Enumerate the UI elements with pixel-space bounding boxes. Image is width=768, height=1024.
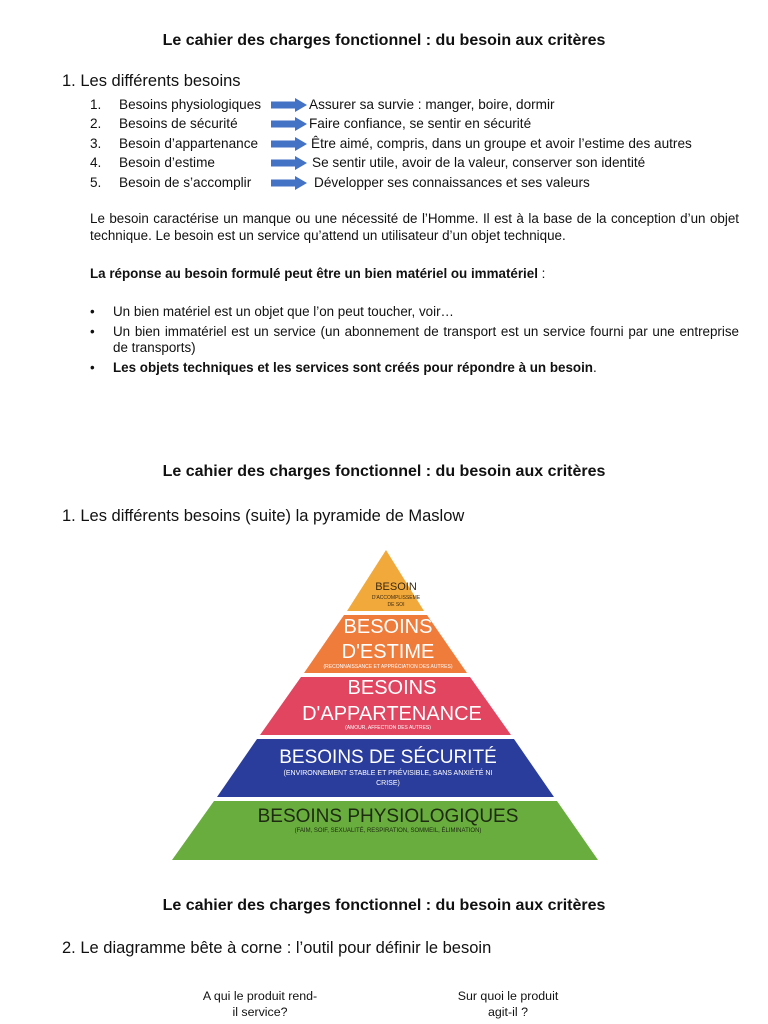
section-title-3: Le cahier des charges fonctionnel : du besoin aux critères xyxy=(162,897,606,914)
right-arrow-icon xyxy=(271,137,307,151)
need-description: Se sentir utile, avoir de la valeur, conserver son identité xyxy=(312,155,646,171)
need-name: Besoin d’appartenance xyxy=(119,135,259,151)
physiologiques-title: BESOINS PHYSIOLOGIQUES xyxy=(257,806,519,827)
besoin-definition-paragraph: Le besoin caractérise un manque ou une nécessité de l’Homme. Il est à la base de la conception d’un objet technique. Le besoin est un service qu’attend un utilisateur d’un objet technique. xyxy=(90,211,739,243)
need-description: Faire confiance, se sentir en sécurité xyxy=(309,116,532,132)
maslow-pyramid xyxy=(166,550,626,862)
right-arrow-icon xyxy=(271,176,307,190)
estime-sub: (RECONNAISSANCE ET APPRÉCIATION DES AUTRES) xyxy=(323,664,453,670)
appartenance-title-2: D'APPARTENANCE xyxy=(302,703,482,725)
need-description: Développer ses connaissances et ses valeurs xyxy=(314,174,590,190)
need-number: 3. xyxy=(90,135,102,151)
need-description: Être aimé, compris, dans un groupe et avoir l’estime des autres xyxy=(311,135,692,151)
question-a-qui-line-1: A qui le produit rend- xyxy=(202,989,318,1003)
response-line xyxy=(90,266,545,281)
physiologiques-sub: (FAIM, SOIF, SEXUALITÉ, RESPIRATION, SOMMEIL, ÉLIMINATION) xyxy=(294,828,482,834)
need-number: 4. xyxy=(90,155,102,171)
bullet-item xyxy=(90,304,739,320)
accomplissement-sub-1: D'ACCOMPLISSEME xyxy=(371,595,421,601)
response-tail: : xyxy=(537,266,546,281)
heading-pyramide-maslow: 1. Les différents besoins (suite) la pyramide de Maslow xyxy=(62,507,465,525)
bullet-text-bold: Les objets techniques et les services sont créés pour répondre à un besoin xyxy=(113,360,593,375)
heading-differents-besoins: 1. Les différents besoins xyxy=(62,72,241,90)
bullet-item xyxy=(90,324,739,356)
right-arrow-icon xyxy=(271,117,307,131)
section-title-2: Le cahier des charges fonctionnel : du besoin aux critères xyxy=(162,463,606,480)
bullet-list xyxy=(90,304,739,380)
securite-title: BESOINS DE SÉCURITÉ xyxy=(279,747,497,768)
need-number: 2. xyxy=(90,116,102,132)
estime-title-1: BESOINS xyxy=(343,616,433,638)
bullet-text: Un bien immatériel est un service (un abonnement de transport est un service fourni par une entreprise de transports) xyxy=(113,324,739,355)
need-number: 1. xyxy=(90,97,102,112)
right-arrow-icon xyxy=(271,156,307,170)
section-title-1: Le cahier des charges fonctionnel : du besoin aux critères xyxy=(162,32,606,49)
heading-bete-a-corne: 2. Le diagramme bête à corne : l’outil pour définir le besoin xyxy=(62,939,492,957)
question-sur-quoi xyxy=(438,988,578,1020)
question-a-qui xyxy=(190,988,330,1020)
need-number: 5. xyxy=(90,174,102,190)
response-bold-text: La réponse au besoin formulé peut être un bien matériel ou immatériel xyxy=(90,266,538,281)
securite-sub-1: (ENVIRONNEMENT STABLE ET PRÉVISIBLE, SANS ANXIÉTÉ NI xyxy=(283,770,493,777)
accomplissement-title: BESOIN xyxy=(375,581,417,593)
accomplissement-sub-2: DE SOI xyxy=(387,602,405,608)
appartenance-title-1: BESOINS xyxy=(347,677,437,699)
need-description: Assurer sa survie : manger, boire, dormir xyxy=(309,97,555,112)
question-a-qui-line-2: il service? xyxy=(232,1005,288,1019)
bullet-text: Un bien matériel est un objet que l’on peut toucher, voir… xyxy=(113,304,454,319)
securite-sub-2: CRISE) xyxy=(376,780,400,787)
bullet-icon: • xyxy=(90,360,95,375)
bullet-item xyxy=(90,360,739,376)
question-sur-quoi-line-2: agit-il ? xyxy=(488,1005,528,1019)
need-name: Besoin d’estime xyxy=(119,155,215,171)
bullet-icon: • xyxy=(90,324,95,339)
estime-title-2: D'ESTIME xyxy=(341,641,435,663)
need-name: Besoins physiologiques xyxy=(119,97,262,112)
need-name: Besoin de s’accomplir xyxy=(119,174,252,190)
need-name: Besoins de sécurité xyxy=(119,116,238,132)
question-sur-quoi-line-1: Sur quoi le produit xyxy=(457,989,559,1003)
right-arrow-icon xyxy=(271,98,307,112)
bullet-tail: . xyxy=(592,360,597,375)
appartenance-sub: (AMOUR, AFFECTION DES AUTRES) xyxy=(345,725,431,731)
bullet-icon: • xyxy=(90,304,95,319)
